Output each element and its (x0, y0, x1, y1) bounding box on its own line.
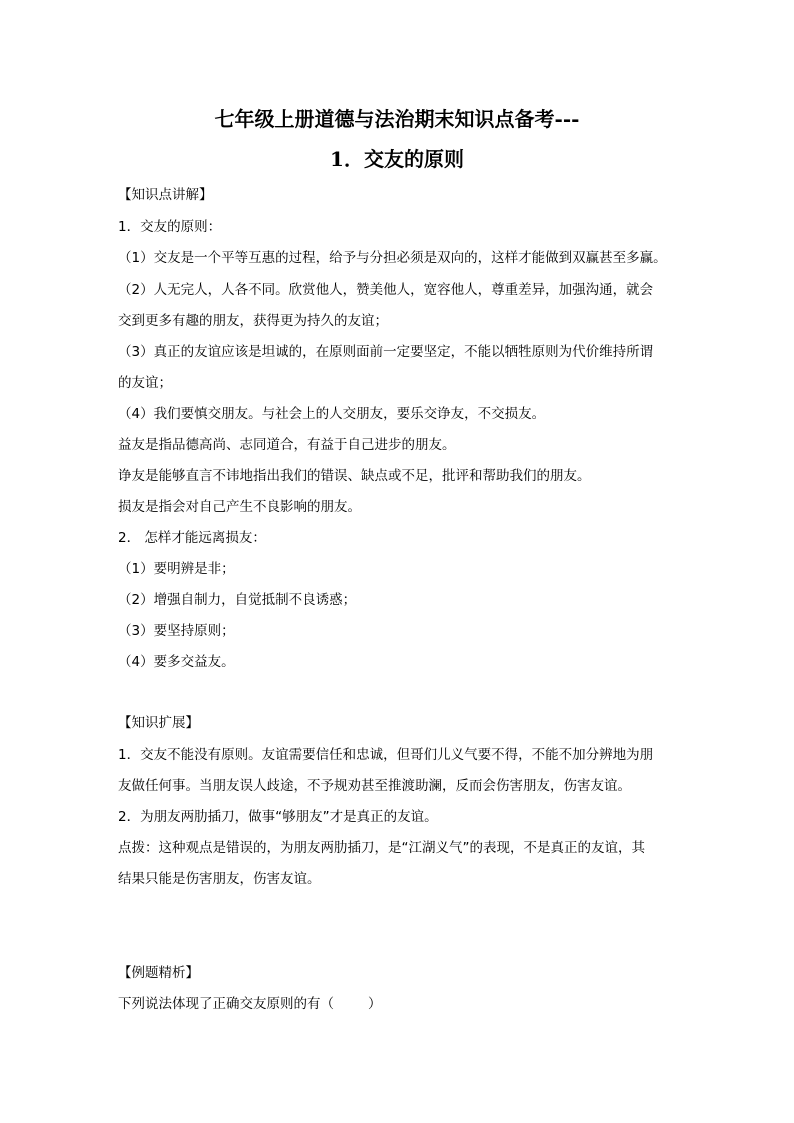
explain-point-2a: （2）人无完人，人各不同。欣赏他人，赞美他人，宽容他人，尊重差异，加强沟通，就会 (118, 282, 654, 298)
section-heading-example: 【例题精析】 (118, 965, 199, 981)
expand-note-b: 结果只能是伤害朋友，伤害友谊。 (118, 871, 321, 887)
section-heading-explain: 【知识点讲解】 (118, 187, 213, 203)
section-heading-expand: 【知识扩展】 (118, 715, 199, 731)
title-line-1: 七年级上册道德与法治期末知识点备考--- (214, 107, 580, 131)
explain-point-3b: 的友谊； (118, 375, 172, 391)
expand-point-1a: 1．交友不能没有原则。友谊需要信任和忠诚，但哥们儿义气要不得，不能不加分辨地为朋 (118, 747, 654, 763)
explain-point-2b: 交到更多有趣的朋友，获得更为持久的友谊； (118, 313, 388, 329)
avoid-point-1: （1）要明辨是非； (118, 561, 235, 577)
question-close-paren: ） (368, 996, 382, 1012)
avoid-point-4: （4）要多交益友。 (118, 654, 235, 670)
title-line-2: 1．交友的原则 (330, 147, 464, 171)
avoid-point-2: （2）增强自制力，自觉抵制不良诱惑； (118, 592, 357, 608)
explain-heading-1: 1．交友的原则： (118, 219, 222, 235)
definition-sunyou: 损友是指会对自己产生不良影响的朋友。 (118, 499, 361, 515)
definition-yiyou: 益友是指品德高尚、志同道合，有益于自己进步的朋友。 (118, 437, 456, 453)
explain-point-1: （1）交友是一个平等互惠的过程，给予与分担必须是双向的，这样才能做到双赢甚至多赢。 (118, 250, 667, 266)
explain-point-3a: （3）真正的友谊应该是坦诚的，在原则面前一定要坚定，不能以牺牲原则为代价维持所谓 (118, 344, 654, 360)
expand-note-a: 点拨：这种观点是错误的，为朋友两肋插刀，是“江湖义气”的表现，不是真正的友谊，其 (118, 840, 645, 856)
explain-heading-2: 2． 怎样才能远离损友： (118, 530, 266, 546)
expand-point-2: 2．为朋友两肋插刀，做事“够朋友”才是真正的友谊。 (118, 809, 438, 825)
expand-point-1b: 友做任何事。当朋友误人歧途，不予规劝甚至推渡助澜，反而会伤害朋友，伤害友谊。 (118, 778, 631, 794)
explain-point-4: （4）我们要慎交朋友。与社会上的人交朋友，要乐交诤友，不交损友。 (118, 406, 546, 422)
question-text: 下列说法体现了正确交友原则的有（ (118, 996, 334, 1012)
definition-zhengyou: 诤友是能够直言不讳地指出我们的错误、缺点或不足，批评和帮助我们的朋友。 (118, 468, 591, 484)
avoid-point-3: （3）要坚持原则； (118, 623, 235, 639)
example-question (118, 994, 680, 1014)
